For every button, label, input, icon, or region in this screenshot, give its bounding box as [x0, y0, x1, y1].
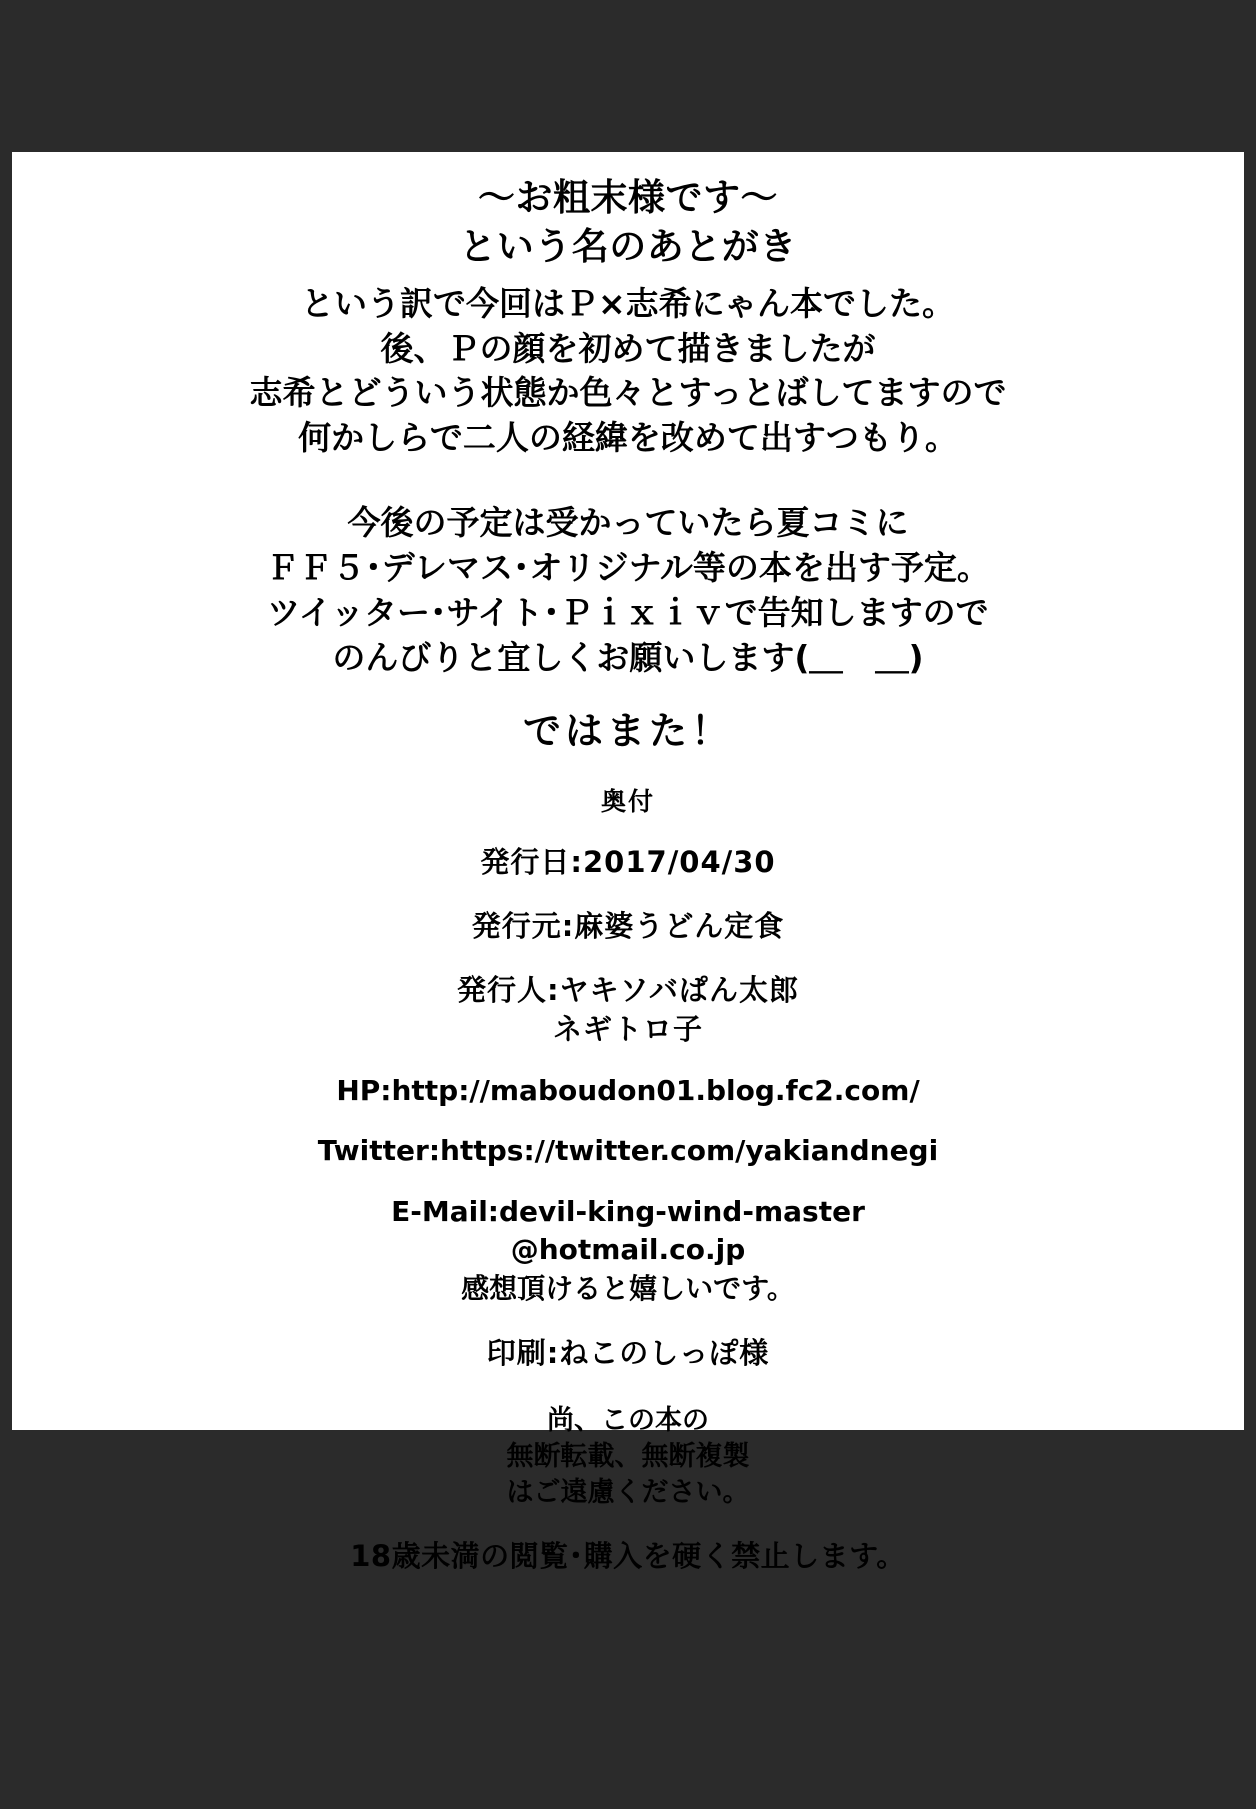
twitter-url[interactable]: Twitter:https://twitter.com/yakiandnegi: [317, 1134, 939, 1168]
reproduction-notice-line-2: 無断転載、無断複製: [506, 1441, 750, 1473]
afterword-title-line-1: 〜お粗末様です〜: [478, 176, 778, 219]
afterword-p2-line-4: のんびりと宜しくお願いします(＿ ＿): [332, 637, 924, 677]
age-warning: 18歳未満の閲覧･購入を硬く禁止します。: [350, 1539, 906, 1574]
afterword-p2-line-3: ツイッター･サイト･Ｐｉｘｉｖで告知しますので: [267, 592, 989, 632]
colophon-heading: 奥付: [600, 787, 655, 817]
reproduction-notice-line-1: 尚、この本の: [547, 1404, 709, 1436]
author-second: ネギトロ子: [552, 1012, 703, 1047]
afterword-p1-line-4: 何かしらで二人の経緯を改めて出すつもり。: [298, 418, 958, 458]
paper-sheet: [12, 152, 1244, 1574]
afterword-p1-line-2: 後、Ｐの顔を初めて描きましたが: [380, 328, 876, 368]
afterword-p1-line-3: 志希とどういう状態か色々とすっとばしてますので: [249, 373, 1007, 413]
paragraph-spacer: [12, 461, 1244, 491]
email-note: 感想頂けると嬉しいです。: [461, 1272, 795, 1306]
publication-date: 発行日:2017/04/30: [480, 845, 776, 880]
email-address-line-1[interactable]: E-Mail:devil-king-wind-master: [391, 1194, 865, 1228]
reproduction-notice-line-3: はご遠慮ください。: [506, 1477, 750, 1509]
afterword-title-line-2: という名のあとがき: [459, 224, 797, 268]
afterword-paragraph-2: [12, 501, 1244, 681]
printer: 印刷:ねこのしっぽ様: [486, 1335, 770, 1370]
reproduction-notice: [12, 1403, 1244, 1512]
afterword-closing: ではまた！: [522, 708, 733, 753]
afterword-p2-line-2: ＦＦ５･デレマス･オリジナル等の本を出す予定。: [266, 548, 990, 588]
author: 発行人:ヤキソバぱん太郎: [456, 973, 800, 1008]
colophon-page-content: [12, 152, 1244, 1577]
email-address-line-2[interactable]: @hotmail.co.jp: [510, 1233, 746, 1267]
afterword-paragraph-1: [12, 282, 1244, 462]
afterword-p1-line-1: という訳で今回はＰ×志希にゃん本でした。: [301, 283, 955, 323]
homepage-url[interactable]: HP:http://maboudon01.blog.fc2.com/: [336, 1073, 920, 1107]
afterword-p2-line-1: 今後の予定は受かっていたら夏コミに: [347, 503, 909, 543]
publisher: 発行元:麻婆うどん定食: [471, 909, 785, 944]
